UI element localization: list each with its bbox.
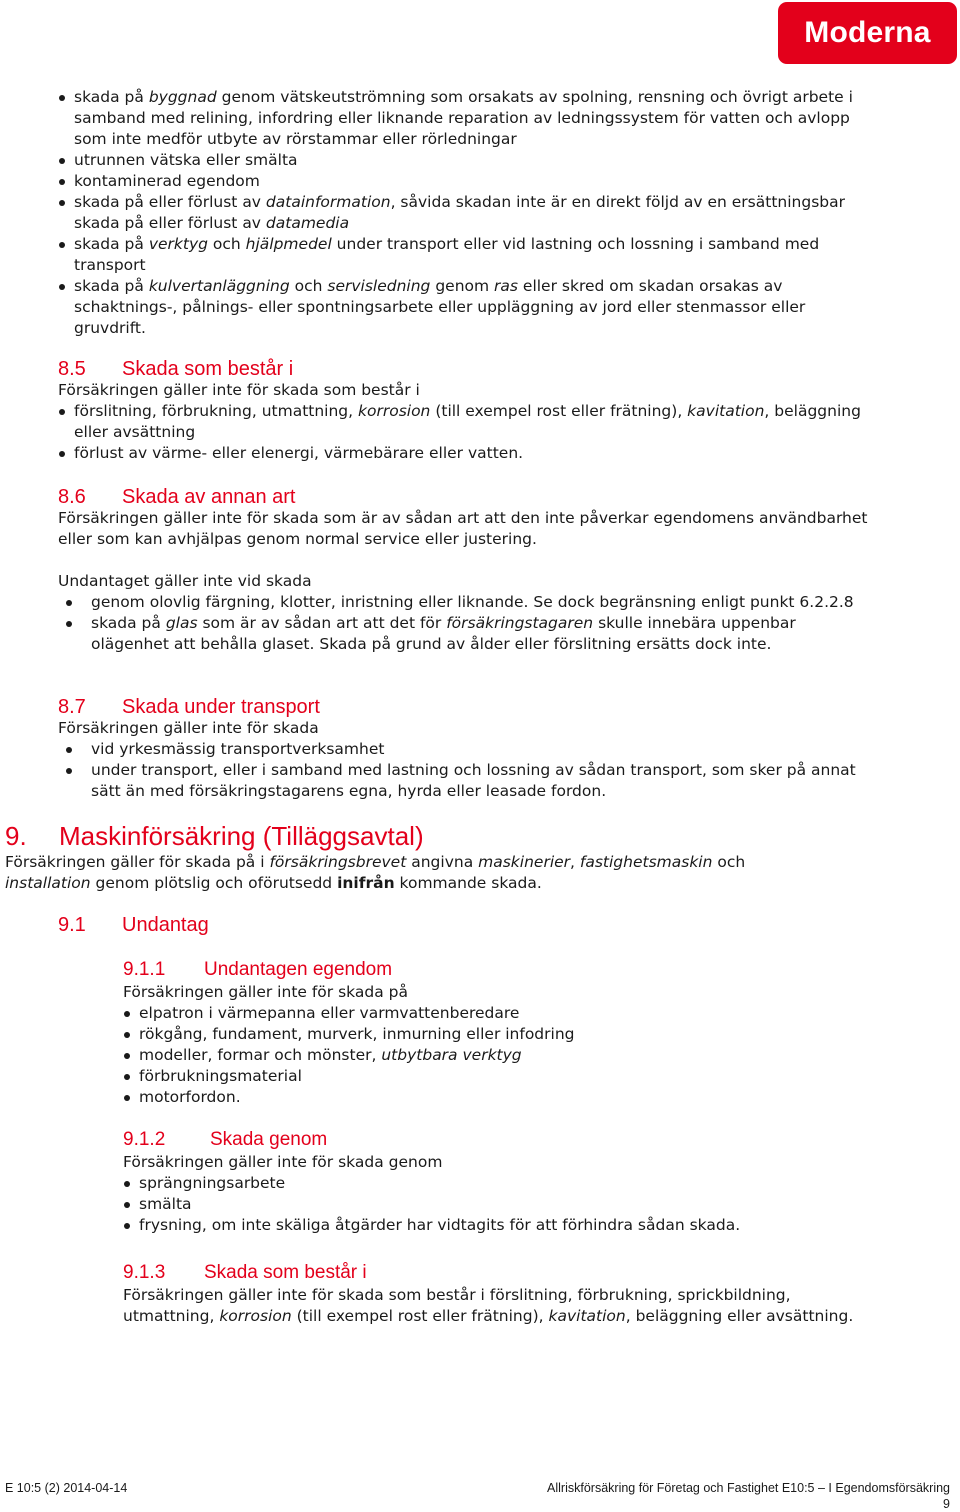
- list-item: skada på byggnad genom vätskeutströmning som orsakats av spolning, rensning och övrigt arbete i samband med relining, infordring eller liknande reparation av ledningssystem för vatten och avlopp som inte medför utbyte av rörstammar eller rörledningar: [58, 87, 868, 150]
- section-intro: Försäkringen gäller inte för skada: [58, 719, 319, 737]
- section-paragraph: Försäkringen gäller inte för skada som består i förslitning, förbrukning, sprickbildning, utmattning, korrosion (till exempel rost eller frätning), kavitation, beläggning eller avsättning.: [123, 1286, 854, 1325]
- section-paragraph: Försäkringen gäller för skada på i försäkringsbrevet angivna maskinerier, fastighetsmaskin och installation genom plötslig och oförutsedd inifrån kommande skada.: [5, 853, 746, 892]
- list-item: utrunnen vätska eller smälta: [58, 150, 868, 171]
- list-item: skada på verktyg och hjälpmedel under transport eller vid lastning och lossning i samband med transport: [58, 234, 868, 276]
- section-9-body: [5, 852, 825, 894]
- section-intro: Försäkringen gäller inte för skada som består i: [58, 381, 420, 399]
- section-9-1-2-body: [123, 1152, 883, 1236]
- list-item: kontaminerad egendom: [58, 171, 868, 192]
- exclusion-list-top: [58, 87, 868, 339]
- section-8-7-heading: 8.7 Skada under transport: [58, 696, 320, 718]
- section-8-5-heading: 8.5 Skada som består i: [58, 358, 294, 380]
- list-item: förlust av värme- eller elenergi, värmebärare eller vatten.: [58, 443, 868, 464]
- list-item: sprängningsarbete: [123, 1173, 883, 1194]
- moderna-logo: [778, 2, 957, 64]
- section-9-1-1-heading: 9.1.1 Undantagen egendom: [123, 959, 393, 980]
- section-9-1-2-heading: 9.1.2 Skada genom: [123, 1129, 328, 1150]
- list-item: smälta: [123, 1194, 883, 1215]
- section-list: [58, 739, 868, 802]
- list-item: rökgång, fundament, murverk, inmurning eller infodring: [123, 1024, 883, 1045]
- list-item: genom olovlig färgning, klotter, inristning eller liknande. Se dock begränsning enligt punkt 6.2.2.8: [58, 592, 868, 613]
- section-intro: Försäkringen gäller inte för skada som är av sådan art att den inte påverkar egendomens användbarhet eller som kan avhjälpas genom normal service eller justering.: [58, 509, 868, 548]
- section-9-1-1-body: [123, 982, 883, 1108]
- section-list: [123, 1173, 883, 1236]
- list-item: modeller, formar och mönster, utbytbara verktyg: [123, 1045, 883, 1066]
- list-item: under transport, eller i samband med lastning och lossning av sådan transport, som sker på annat sätt än med försäkringstagarens egna, hyrda eller leasade fordon.: [58, 760, 868, 802]
- page-number: 9: [943, 1497, 950, 1511]
- section-list: [123, 1003, 883, 1108]
- section-intro: Försäkringen gäller inte för skada genom: [123, 1153, 443, 1171]
- section-9-heading: 9. Maskinförsäkring (Tilläggsavtal): [5, 821, 424, 851]
- section-9-1-3-body: [123, 1285, 868, 1327]
- section-8-6-body: [58, 508, 868, 655]
- section-8-7-body: [58, 718, 868, 802]
- list-item: frysning, om inte skäliga åtgärder har vidtagits för att förhindra sådan skada.: [123, 1215, 883, 1236]
- section-intro: Försäkringen gäller inte för skada på: [123, 983, 408, 1001]
- list-item: elpatron i värmepanna eller varmvattenberedare: [123, 1003, 883, 1024]
- section-list: [58, 592, 868, 655]
- section-8-6-heading: 8.6 Skada av annan art: [58, 486, 296, 508]
- logo-text: Moderna: [804, 16, 931, 49]
- list-item: skada på eller förlust av datainformation, såvida skadan inte är en direkt följd av en ersättningsbar skada på eller förlust av datamedia: [58, 192, 868, 234]
- list-item: förslitning, förbrukning, utmattning, korrosion (till exempel rost eller frätning), kavitation, beläggning eller avsättning: [58, 401, 868, 443]
- list-item: motorfordon.: [123, 1087, 883, 1108]
- section-9-1-3-heading: 9.1.3 Skada som består i: [123, 1262, 367, 1283]
- footer-document-title: Allriskförsäkring för Företag och Fastighet E10:5 – I Egendomsförsäkring: [547, 1481, 950, 1495]
- exception-intro: Undantaget gäller inte vid skada: [58, 572, 312, 590]
- list-item: förbrukningsmaterial: [123, 1066, 883, 1087]
- footer-document-id: E 10:5 (2) 2014-04-14: [5, 1481, 128, 1495]
- list-item: skada på glas som är av sådan art att det för försäkringstagaren skulle innebära uppenbar olägenhet att behålla glaset. Skada på grund av ålder eller förslitning ersätts dock inte.: [58, 613, 868, 655]
- section-list: [58, 401, 868, 464]
- list-item: vid yrkesmässig transportverksamhet: [58, 739, 868, 760]
- section-9-1-heading: 9.1 Undantag: [58, 914, 209, 936]
- list-item: skada på kulvertanläggning och servisledning genom ras eller skred om skadan orsakas av schaktnings-, pålnings- eller spontningsarbete eller uppläggning av jord eller stenmassor eller gruvdrift.: [58, 276, 868, 339]
- section-8-5-body: [58, 380, 868, 464]
